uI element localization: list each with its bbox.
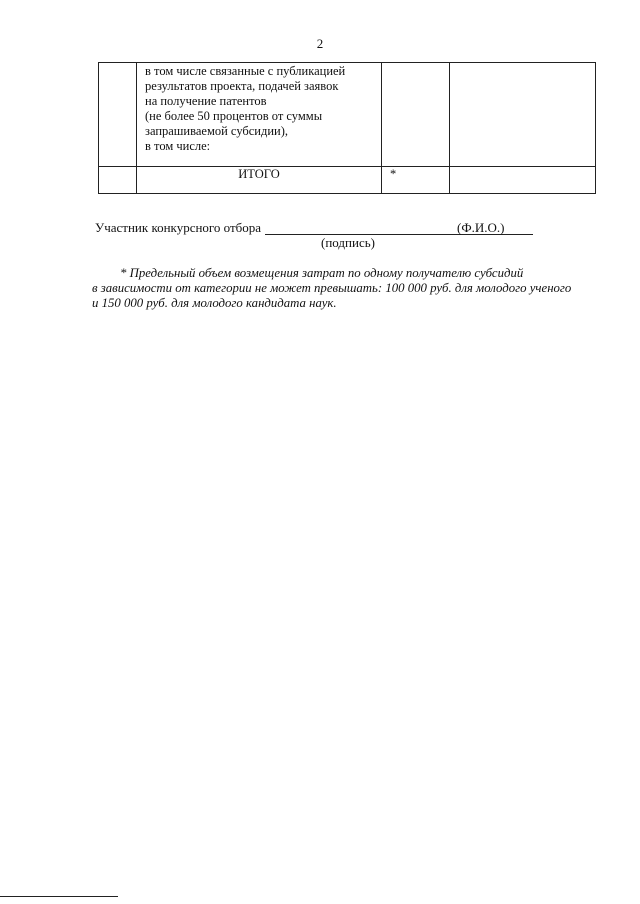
table-cell-amount bbox=[382, 63, 450, 167]
table-row-publication-costs bbox=[99, 63, 596, 167]
signature-fio: (Ф.И.О.) bbox=[457, 220, 505, 235]
footnote-line: * Предельный объем возмещения затрат по одному получателю субсидий bbox=[120, 266, 524, 280]
footnote bbox=[92, 266, 600, 311]
description-line: в том числе связанные с публикацией bbox=[145, 64, 346, 78]
description-line: (не более 50 процентов от суммы bbox=[145, 109, 323, 123]
signature-caption: (подпись) bbox=[321, 235, 375, 250]
table-cell-notes bbox=[450, 167, 596, 194]
table-row-total bbox=[99, 167, 596, 194]
table-cell-notes bbox=[450, 63, 596, 167]
description-line: на получение патентов bbox=[145, 94, 267, 108]
table-cell-number bbox=[99, 63, 137, 167]
total-mark: * bbox=[382, 167, 450, 194]
page-number: 2 bbox=[316, 36, 324, 51]
footnote-line: в зависимости от категории не может превышать: 100 000 руб. для молодого ученого bbox=[92, 281, 572, 295]
footnote-line: и 150 000 руб. для молодого кандидата наук. bbox=[92, 296, 337, 310]
description-line: результатов проекта, подачей заявок bbox=[145, 79, 339, 93]
description-line: в том числе: bbox=[145, 139, 211, 153]
table-cell-number bbox=[99, 167, 137, 194]
table-cell-description bbox=[137, 63, 382, 167]
signature-label: Участник конкурсного отбора bbox=[95, 220, 262, 235]
footnote-rule bbox=[0, 896, 118, 897]
budget-table bbox=[98, 62, 596, 194]
total-label: ИТОГО bbox=[137, 167, 382, 194]
description-line: запрашиваемой субсидии), bbox=[145, 124, 289, 138]
